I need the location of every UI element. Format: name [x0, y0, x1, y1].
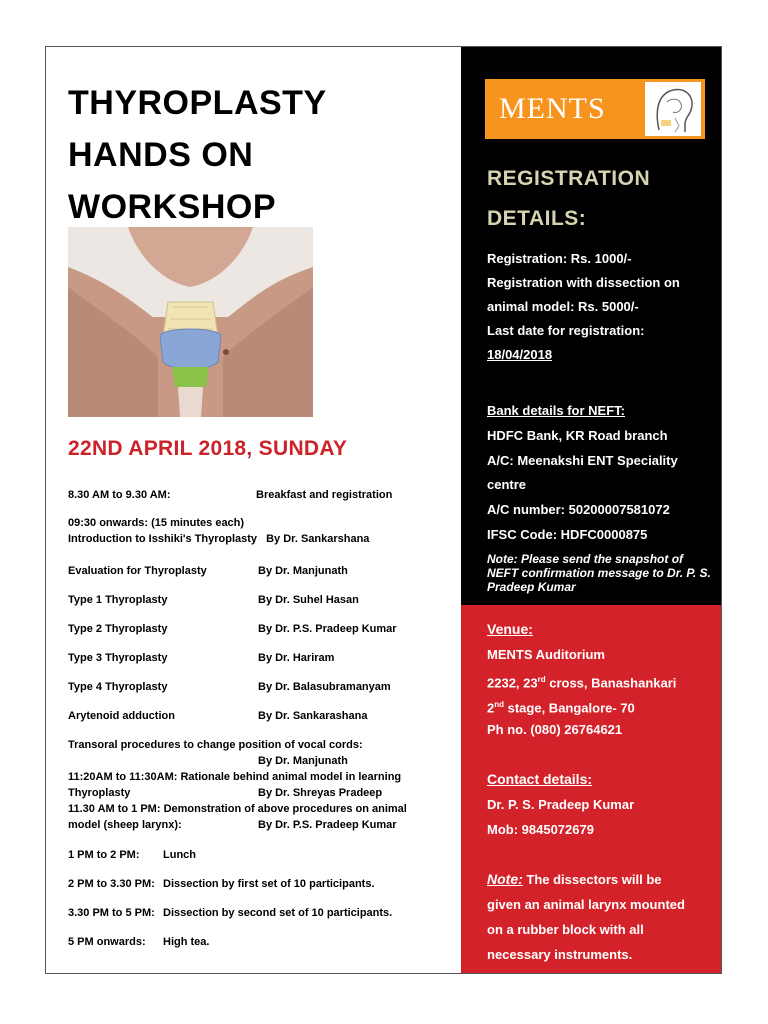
schedule-row-evaluation: Evaluation for Thyroplasty By Dr. Manjunath [68, 565, 348, 577]
account-number: A/C number: 50200007581072 [487, 502, 670, 517]
ments-logo [485, 79, 705, 139]
contact-name: Dr. P. S. Pradeep Kumar [487, 797, 635, 812]
schedule-row-type3: Type 3 Thyroplasty By Dr. Hariram [68, 652, 335, 664]
dissector-note-line-4: necessary instruments. [487, 947, 633, 962]
event-date: 22ND APRIL 2018, SUNDAY [68, 437, 348, 460]
venue-heading: Venue: [487, 621, 533, 637]
dissector-note-line-2: given an animal larynx mounted [487, 897, 685, 912]
head-profile-icon [645, 82, 701, 136]
ifsc-code: IFSC Code: HDFC0000875 [487, 527, 648, 542]
flyer [45, 46, 722, 974]
registration-heading: REGISTRATION DETAILS: [487, 167, 651, 230]
neft-note: Note: Please send the snapshot of NEFT confirmation message to Dr. P. S. Pradeep Kumar [487, 552, 711, 594]
venue-name: MENTS Auditorium [487, 647, 605, 662]
schedule-row-breakfast: 8.30 AM to 9.30 AM: Breakfast and registration [68, 489, 393, 501]
bank-heading: Bank details for NEFT: [487, 403, 625, 418]
dissection-fee-line-2: animal model: Rs. 5000/- [487, 299, 639, 314]
last-date: 18/04/2018 [487, 347, 553, 362]
registration-panel [461, 47, 721, 605]
schedule-row-dissection-1: 2 PM to 3.30 PM: Dissection by first set of 10 participants. [68, 878, 375, 890]
schedule-row-rationale: 11:20AM to 11:30AM: Rationale behind animal model in learning Thyroplasty By Dr. Shreyas Pradeep [68, 771, 402, 799]
venue-contact-panel [461, 605, 721, 973]
bank-name: HDFC Bank, KR Road branch [487, 428, 668, 443]
venue-address-line-1: 2232, 23rd cross, Banashankari [487, 675, 677, 691]
account-name-line-1: A/C: Meenakshi ENT Speciality [487, 453, 678, 468]
schedule-row-transoral: Transoral procedures to change position of vocal cords: By Dr. Manjunath [68, 739, 363, 767]
workshop-title: THYROPLASTY HANDS ON WORKSHOP [68, 84, 327, 226]
dissection-fee-line-1: Registration with dissection on [487, 275, 680, 290]
contact-mobile: Mob: 9845072679 [487, 822, 594, 837]
contact-heading: Contact details: [487, 771, 593, 787]
schedule-row-lunch: 1 PM to 2 PM: Lunch [68, 849, 196, 861]
venue-address-line-2: 2nd stage, Bangalore- 70 [487, 700, 635, 716]
dissector-note-line-3: on a rubber block with all [487, 922, 644, 937]
schedule-row-demonstration: 11.30 AM to 1 PM: Demonstration of above procedures on animal model (sheep larynx): By Dr. P.S. Pradeep Kumar [68, 803, 407, 831]
neck-anatomy-image [68, 227, 313, 417]
registration-fee: Registration: Rs. 1000/- [487, 251, 632, 266]
left-column [46, 47, 461, 973]
schedule-row-type4: Type 4 Thyroplasty By Dr. Balasubramanyam [68, 681, 391, 693]
schedule-row-onwards: 09:30 onwards: (15 minutes each) Introduction to Isshiki's Thyroplasty By Dr. Sankarshana [68, 517, 370, 545]
logo-text: MENTS [499, 92, 606, 125]
schedule-row-high-tea: 5 PM onwards: High tea. [68, 936, 210, 948]
schedule-row-type1: Type 1 Thyroplasty By Dr. Suhel Hasan [68, 594, 359, 606]
account-name-line-2: centre [487, 477, 527, 492]
schedule-row-type2: Type 2 Thyroplasty By Dr. P.S. Pradeep Kumar [68, 623, 397, 635]
venue-phone: Ph no. (080) 26764621 [487, 722, 623, 737]
schedule-row-arytenoid: Arytenoid adduction By Dr. Sankarashana [68, 710, 368, 722]
last-date-label: Last date for registration: [487, 323, 645, 338]
dissector-note-line-1: Note: The dissectors will be [487, 871, 662, 887]
schedule-row-dissection-2: 3.30 PM to 5 PM: Dissection by second set of 10 participants. [68, 907, 393, 919]
